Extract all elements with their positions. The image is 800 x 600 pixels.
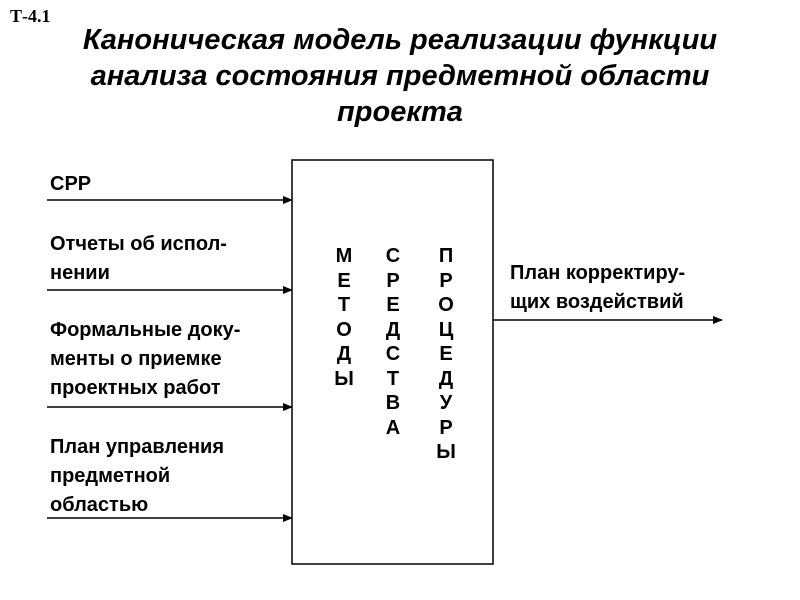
title-line-2: анализа состояния предметной области: [90, 60, 710, 92]
column-letter: Д: [438, 367, 454, 390]
title-line-3: проекта: [337, 96, 463, 128]
box-column-methods: [332, 244, 356, 391]
label-line: Отчеты об испол-: [50, 233, 227, 255]
label-line: щих воздействий: [510, 291, 684, 313]
box-column-procedures: [434, 244, 458, 465]
title-line-1: Каноническая модель реализации функции: [82, 24, 718, 56]
input-label-scope-plan: [50, 433, 224, 520]
column-letter: Ы: [334, 367, 354, 390]
column-letter: Д: [336, 343, 352, 365]
box-column-tools: [381, 244, 405, 440]
column-letter: Е: [386, 294, 400, 316]
output-label: [510, 259, 685, 317]
column-letter: Р: [439, 416, 453, 439]
column-letter: В: [385, 392, 401, 414]
label-line: Формальные доку-: [50, 319, 241, 341]
column-letter: О: [438, 294, 454, 316]
label-line: предметной: [50, 465, 171, 487]
label-line: проектных работ: [50, 377, 221, 399]
column-letter: Р: [386, 269, 400, 292]
column-letter: Ы: [436, 441, 456, 463]
column-letter: Д: [385, 318, 401, 341]
input-label-formal-docs: [50, 316, 240, 403]
column-letter: Е: [337, 269, 351, 292]
slide-tag: Т-4.1: [10, 6, 51, 26]
input-label-reports: [50, 230, 227, 288]
column-letter: А: [385, 416, 401, 439]
input-label-srr: [50, 170, 91, 199]
column-letter: О: [336, 318, 352, 341]
label-line: областью: [50, 494, 149, 516]
column-letter: У: [439, 392, 453, 414]
column-letter: С: [385, 245, 401, 267]
label-line: нении: [50, 262, 110, 284]
column-letter: С: [385, 343, 401, 365]
column-letter: П: [438, 245, 454, 267]
column-letter: Р: [439, 269, 453, 292]
column-letter: Т: [386, 367, 400, 390]
column-letter: Ц: [438, 318, 454, 341]
column-letter: Т: [337, 294, 351, 316]
label-line: План корректиру-: [510, 262, 686, 284]
label-line: СРР: [50, 173, 92, 195]
column-letter: Е: [439, 343, 453, 365]
label-line: План управления: [50, 436, 225, 458]
label-line: менты о приемке: [50, 348, 222, 370]
column-letter: М: [335, 245, 353, 267]
